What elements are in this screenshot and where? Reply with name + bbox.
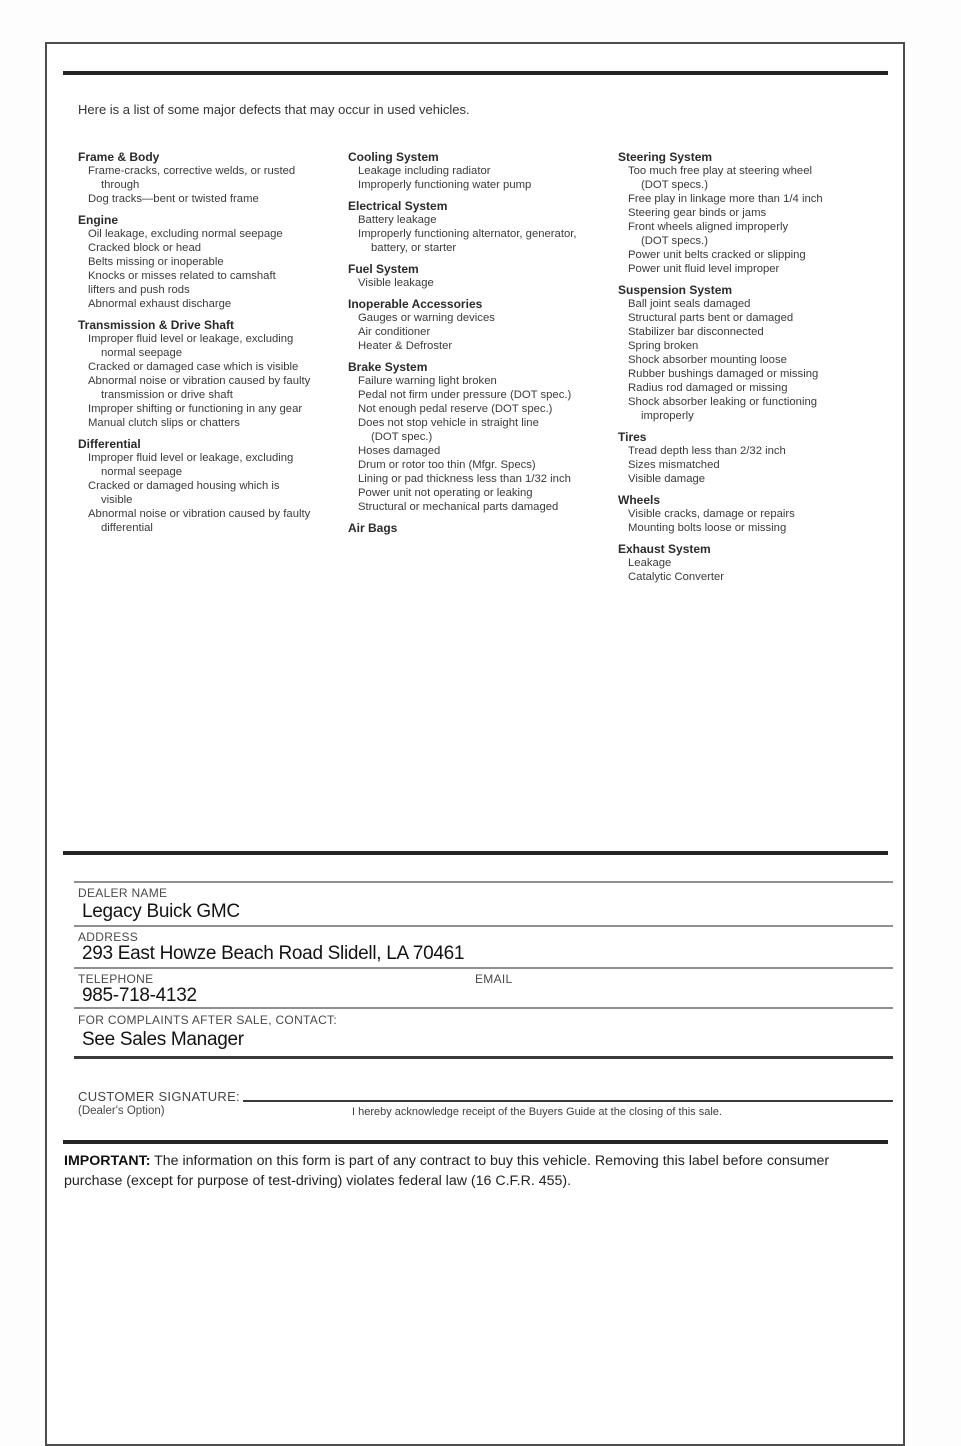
defect-item: Manual clutch slips or chatters bbox=[88, 417, 240, 429]
complaints-value: See Sales Manager bbox=[82, 1029, 244, 1050]
defect-category-heading: Frame & Body bbox=[78, 150, 160, 164]
defect-group bbox=[618, 430, 870, 486]
defect-item: lifters and push rods bbox=[88, 284, 190, 296]
field-rule bbox=[74, 881, 893, 883]
defect-group bbox=[78, 318, 334, 430]
important-notice bbox=[64, 1151, 844, 1191]
defect-item: Rubber bushings damaged or missing bbox=[628, 368, 819, 380]
defect-category-heading: Engine bbox=[78, 213, 119, 227]
defect-item: Power unit belts cracked or slipping bbox=[628, 249, 806, 261]
defect-item: Abnormal noise or vibration caused by faulty bbox=[88, 375, 311, 387]
defects-column-1 bbox=[78, 150, 334, 535]
mid-rule bbox=[63, 851, 888, 855]
defect-category-heading: Exhaust System bbox=[618, 542, 711, 556]
defect-item: Steering gear binds or jams bbox=[628, 207, 767, 219]
defect-group bbox=[618, 150, 870, 276]
defect-item: Dog tracks—bent or twisted frame bbox=[88, 193, 259, 205]
defect-item: Visible damage bbox=[628, 473, 706, 485]
email-label: EMAIL bbox=[475, 972, 513, 986]
complaints-label: FOR COMPLAINTS AFTER SALE, CONTACT: bbox=[78, 1013, 337, 1027]
important-label: IMPORTANT: bbox=[64, 1153, 151, 1169]
defect-item: Structural or mechanical parts damaged bbox=[358, 501, 559, 513]
dealer-name-label: DEALER NAME bbox=[78, 886, 168, 900]
defect-item: Visible cracks, damage or repairs bbox=[628, 508, 795, 520]
defect-item: Abnormal noise or vibration caused by faulty bbox=[88, 508, 311, 520]
defect-item: Improperly functioning alternator, generator, bbox=[358, 228, 577, 240]
defect-category-heading: Wheels bbox=[618, 493, 661, 507]
defect-group bbox=[348, 262, 604, 290]
defect-item: Does not stop vehicle in straight line bbox=[358, 417, 539, 429]
telephone-label: TELEPHONE bbox=[78, 972, 154, 986]
defect-item: Cracked block or head bbox=[88, 242, 202, 254]
defect-item: (DOT specs.) bbox=[641, 235, 708, 247]
defect-item: Improperly functioning water pump bbox=[358, 179, 532, 191]
defect-category-heading: Transmission & Drive Shaft bbox=[78, 318, 235, 332]
defect-category-heading: Brake System bbox=[348, 360, 428, 374]
defect-item: Lining or pad thickness less than 1/32 inch bbox=[358, 473, 571, 485]
defect-group bbox=[348, 360, 604, 514]
defect-category-heading: Cooling System bbox=[348, 150, 439, 164]
defect-item: Improper fluid level or leakage, excluding bbox=[88, 452, 294, 464]
customer-signature-label: CUSTOMER SIGNATURE: bbox=[78, 1089, 240, 1104]
field-rule bbox=[74, 1007, 893, 1009]
defect-item: visible bbox=[101, 494, 133, 506]
defect-group bbox=[348, 199, 604, 255]
defect-item: Gauges or warning devices bbox=[358, 312, 495, 324]
defect-item: Drum or rotor too thin (Mfgr. Specs) bbox=[358, 459, 536, 471]
defect-group bbox=[618, 493, 870, 535]
dealers-option-label: (Dealer's Option) bbox=[78, 1105, 165, 1117]
defect-item: Structural parts bent or damaged bbox=[628, 312, 794, 324]
defect-category-heading: Steering System bbox=[618, 150, 713, 164]
defect-item: Hoses damaged bbox=[358, 445, 441, 457]
defect-item: Too much free play at steering wheel bbox=[628, 165, 812, 177]
defects-column-2 bbox=[348, 150, 604, 535]
address-value: 293 East Howze Beach Road Slidell, LA 70461 bbox=[82, 943, 465, 964]
intro-text: Here is a list of some major defects that may occur in used vehicles. bbox=[78, 102, 470, 117]
defect-category-heading: Differential bbox=[78, 437, 141, 451]
defect-item: Spring broken bbox=[628, 340, 699, 352]
defect-item: Not enough pedal reserve (DOT spec.) bbox=[358, 403, 553, 415]
defect-item: Power unit fluid level improper bbox=[628, 263, 780, 275]
defect-category-heading: Fuel System bbox=[348, 262, 419, 276]
defect-item: Free play in linkage more than 1/4 inch bbox=[628, 193, 823, 205]
defect-item: (DOT spec.) bbox=[371, 431, 433, 443]
defect-item: Radius rod damaged or missing bbox=[628, 382, 788, 394]
defect-item: Abnormal exhaust discharge bbox=[88, 298, 232, 310]
defect-item: Shock absorber mounting loose bbox=[628, 354, 787, 366]
defect-item: Power unit not operating or leaking bbox=[358, 487, 533, 499]
telephone-value: 985-718-4132 bbox=[82, 985, 197, 1006]
field-rule-heavy bbox=[74, 1056, 893, 1059]
defect-item: Shock absorber leaking or functioning bbox=[628, 396, 818, 408]
field-rule bbox=[74, 967, 893, 969]
defect-group bbox=[618, 542, 870, 584]
defect-category-heading: Electrical System bbox=[348, 199, 448, 213]
defect-group bbox=[78, 150, 334, 206]
defect-item: Ball joint seals damaged bbox=[628, 298, 751, 310]
defect-item: Frame-cracks, corrective welds, or rusted bbox=[88, 165, 296, 177]
defect-item: Front wheels aligned improperly bbox=[628, 221, 789, 233]
defect-item: normal seepage bbox=[101, 347, 183, 359]
defect-group bbox=[78, 213, 334, 311]
defect-category-heading: Suspension System bbox=[618, 283, 733, 297]
defect-item: Visible leakage bbox=[358, 277, 434, 289]
top-rule bbox=[63, 71, 888, 75]
defect-item: Cracked or damaged housing which is bbox=[88, 480, 280, 492]
defect-item: Tread depth less than 2/32 inch bbox=[628, 445, 786, 457]
signature-line bbox=[243, 1100, 893, 1102]
defect-item: (DOT specs.) bbox=[641, 179, 708, 191]
defect-item: Knocks or misses related to camshaft bbox=[88, 270, 276, 282]
defect-group bbox=[78, 437, 334, 535]
bottom-rule bbox=[63, 1140, 888, 1144]
defect-item: Stabilizer bar disconnected bbox=[628, 326, 764, 338]
defect-group bbox=[618, 283, 870, 423]
defect-item: Catalytic Converter bbox=[628, 571, 725, 583]
defect-item: Leakage bbox=[628, 557, 672, 569]
defect-item: Sizes mismatched bbox=[628, 459, 720, 471]
defect-item: Mounting bolts loose or missing bbox=[628, 522, 787, 534]
defect-category-heading: Air Bags bbox=[348, 521, 398, 535]
defect-item: normal seepage bbox=[101, 466, 183, 478]
defect-item: Heater & Defroster bbox=[358, 340, 453, 352]
defects-column-3 bbox=[618, 150, 870, 584]
defect-item: Oil leakage, excluding normal seepage bbox=[88, 228, 283, 240]
important-text: The information on this form is part of any contract to buy this vehicle. Removing this label before consumer purchase (except for purpose of test-driving) violates federal law (16 C.F.R. 455). bbox=[64, 1153, 830, 1189]
defect-category-heading: Inoperable Accessories bbox=[348, 297, 483, 311]
defect-item: Improper shifting or functioning in any gear bbox=[88, 403, 303, 415]
defect-item: improperly bbox=[641, 410, 694, 422]
defect-item: Leakage including radiator bbox=[358, 165, 491, 177]
defect-item: transmission or drive shaft bbox=[101, 389, 233, 401]
field-rule bbox=[74, 925, 893, 927]
address-label: ADDRESS bbox=[78, 930, 139, 944]
defect-item: Belts missing or inoperable bbox=[88, 256, 224, 268]
defect-item: battery, or starter bbox=[371, 242, 457, 254]
defect-group bbox=[348, 297, 604, 353]
defect-item: Pedal not firm under pressure (DOT spec.) bbox=[358, 389, 572, 401]
acknowledgement-text: I hereby acknowledge receipt of the Buyers Guide at the closing of this sale. bbox=[352, 1106, 722, 1118]
defect-item: differential bbox=[101, 522, 153, 534]
defect-item: Air conditioner bbox=[358, 326, 431, 338]
defect-item: through bbox=[101, 179, 140, 191]
dealer-name-value: Legacy Buick GMC bbox=[82, 901, 240, 922]
defect-item: Improper fluid level or leakage, excluding bbox=[88, 333, 294, 345]
defect-item: Failure warning light broken bbox=[358, 375, 497, 387]
defect-category-heading: Tires bbox=[618, 430, 647, 444]
defect-group bbox=[348, 521, 604, 535]
defect-group bbox=[348, 150, 604, 192]
defect-item: Battery leakage bbox=[358, 214, 437, 226]
defect-item: Cracked or damaged case which is visible bbox=[88, 361, 299, 373]
